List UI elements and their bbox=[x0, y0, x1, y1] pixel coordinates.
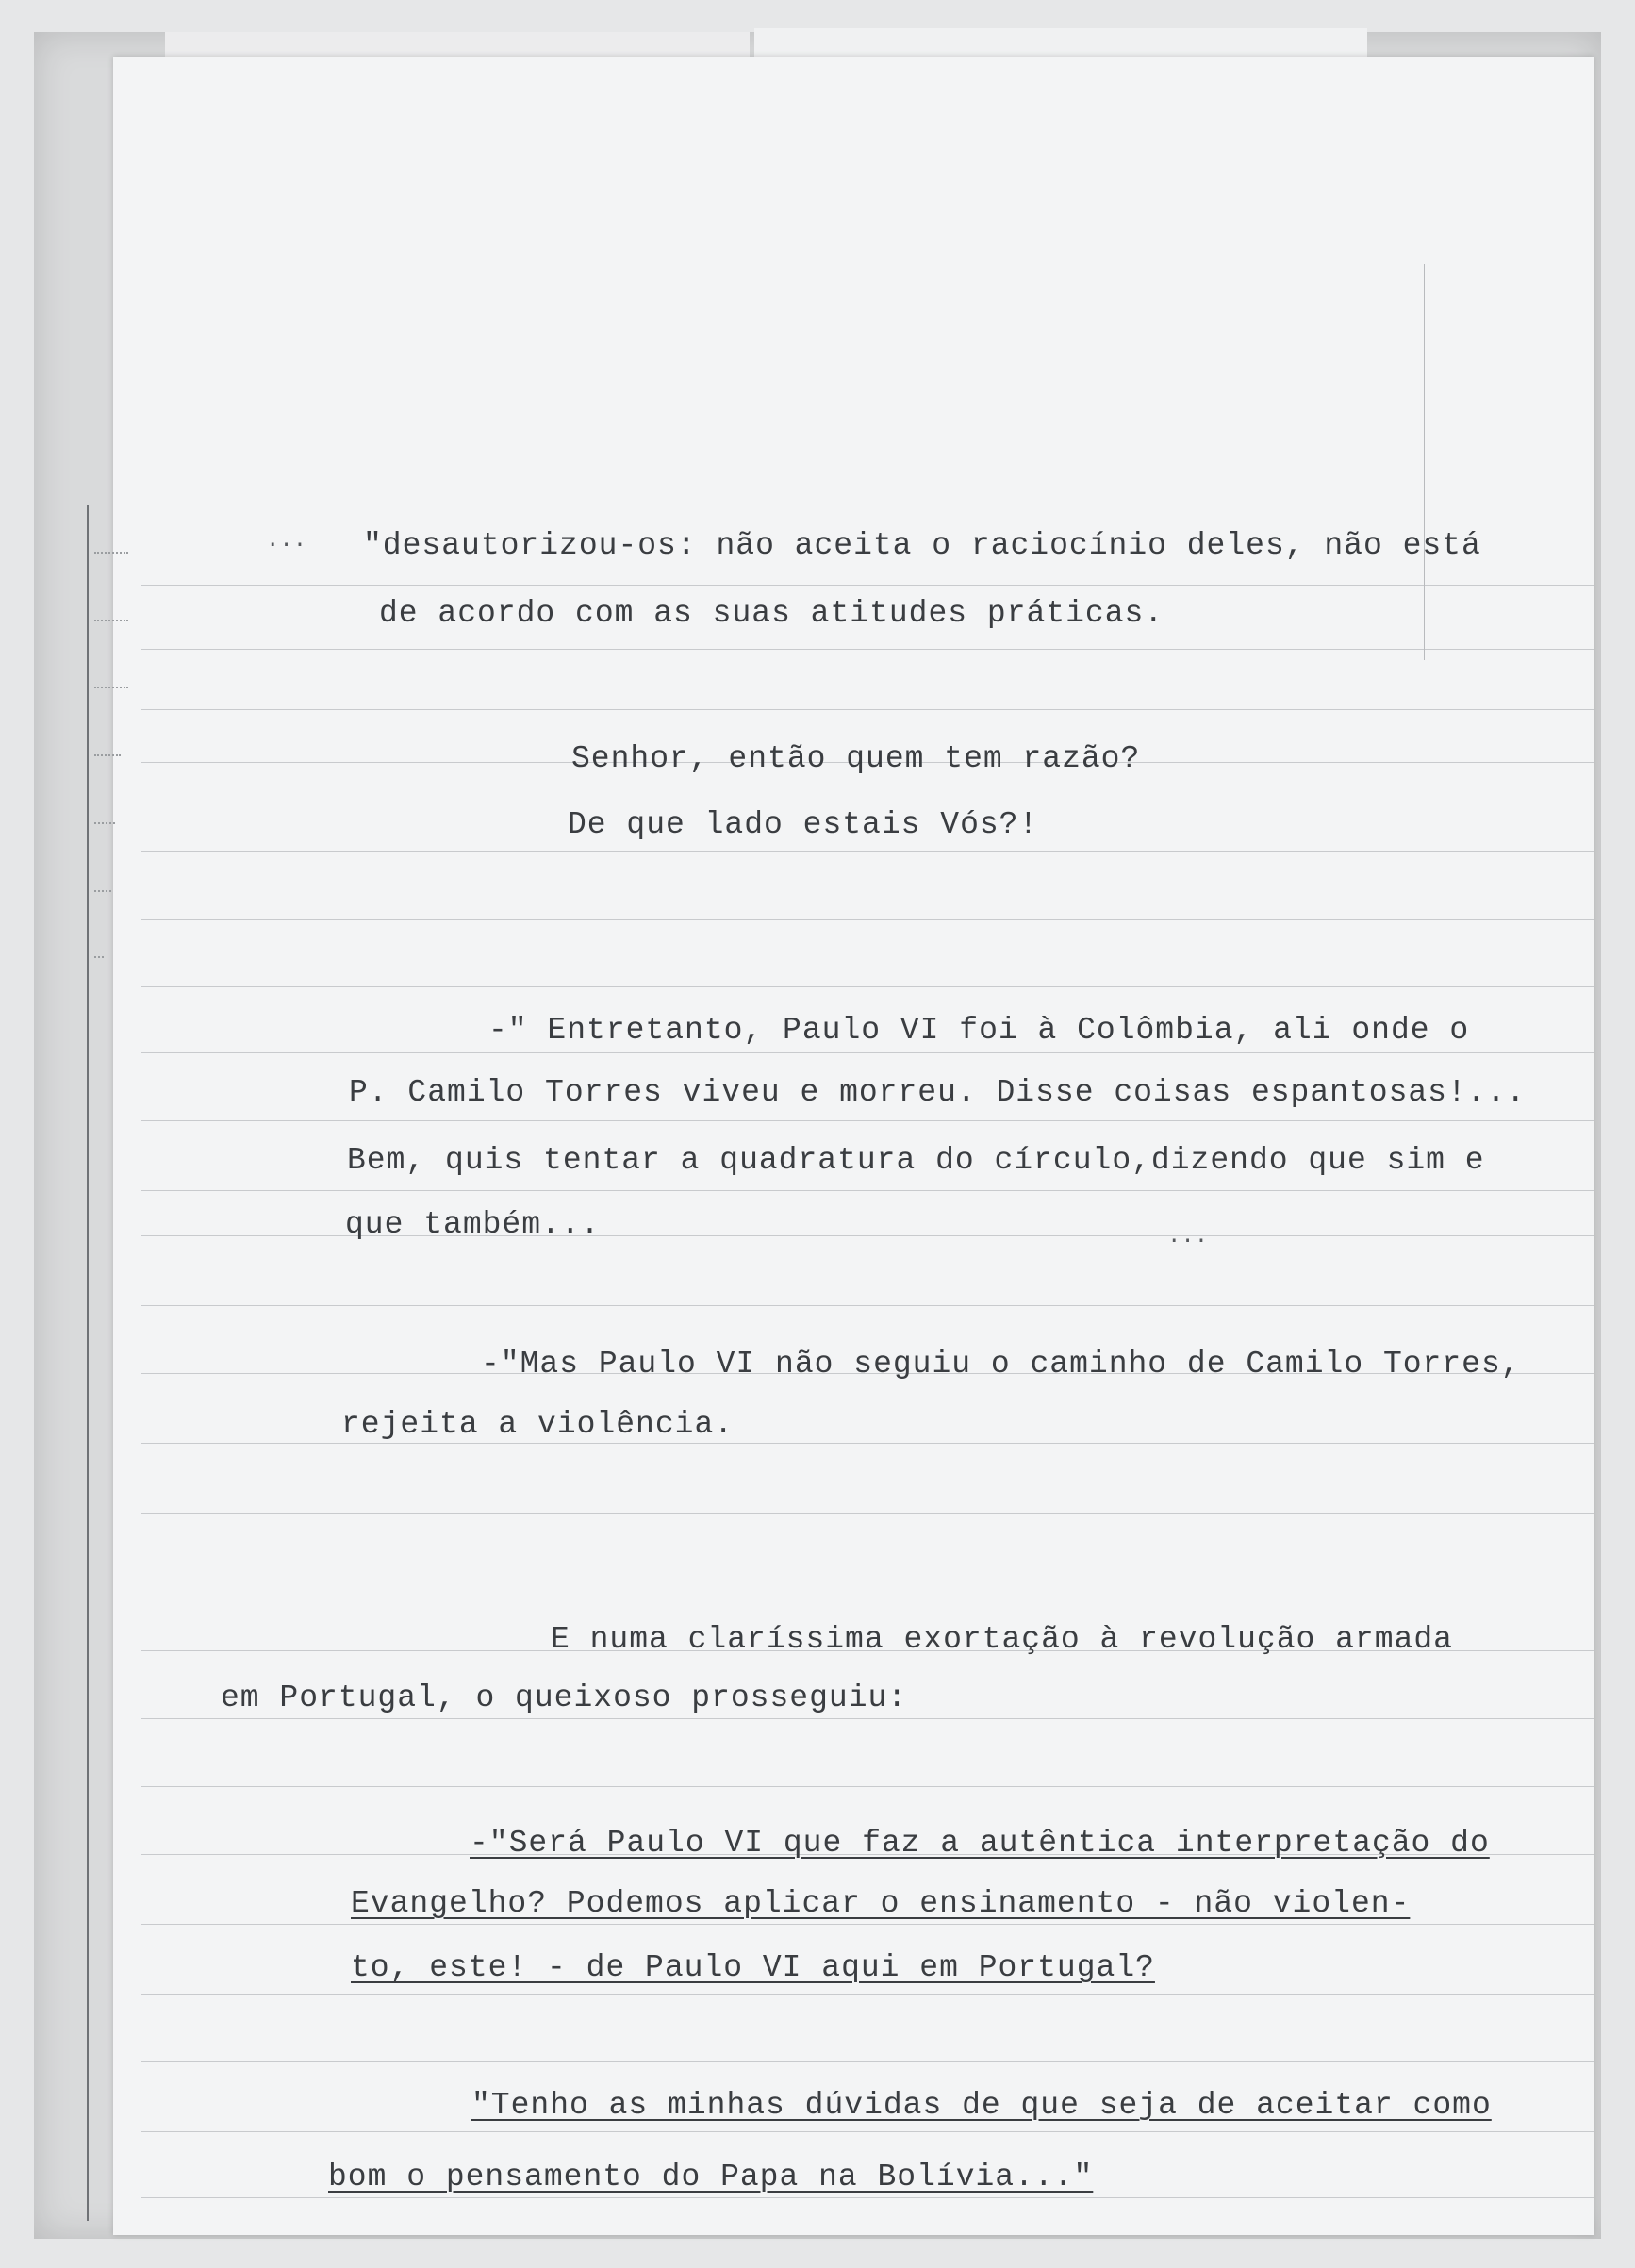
ruled-line bbox=[141, 986, 1594, 987]
ruled-line bbox=[141, 1120, 1594, 1121]
text-line: De que lado estais Vós?! bbox=[568, 807, 1039, 842]
ruled-line bbox=[141, 1190, 1594, 1191]
margin-tick bbox=[94, 890, 111, 893]
underlined-text-line: -"Será Paulo VI que faz a autêntica interpretação do bbox=[470, 1826, 1490, 1861]
underlined-text-line: Evangelho? Podemos aplicar o ensinamento - não violen- bbox=[351, 1886, 1411, 1921]
ruled-line bbox=[141, 1305, 1594, 1306]
ruled-line bbox=[141, 649, 1594, 650]
margin-tick bbox=[94, 754, 121, 757]
ruled-line bbox=[141, 1443, 1594, 1444]
faint-vertical-rule bbox=[1424, 264, 1425, 660]
text-line: -" Entretanto, Paulo VI foi à Colômbia, ali onde o bbox=[488, 1013, 1470, 1048]
text-line: E numa claríssima exortação à revolução armada bbox=[551, 1622, 1453, 1657]
text-line: Senhor, então quem tem razão? bbox=[571, 741, 1141, 776]
ruled-line bbox=[141, 585, 1594, 586]
margin-tick bbox=[94, 552, 128, 555]
margin-tick bbox=[94, 956, 104, 959]
ruled-line bbox=[141, 1924, 1594, 1925]
ruled-line bbox=[141, 1513, 1594, 1514]
margin-tick bbox=[94, 822, 115, 825]
underlined-text-line: bom o pensamento do Papa na Bolívia..." bbox=[328, 2160, 1094, 2194]
text-line: que também... bbox=[345, 1207, 601, 1242]
text-line: Bem, quis tentar a quadratura do círculo,dizendo que sim e bbox=[347, 1143, 1485, 1178]
ruled-line bbox=[141, 1994, 1594, 1995]
text-line: rejeita a violência. bbox=[341, 1407, 735, 1442]
ruled-line bbox=[141, 2197, 1594, 2198]
underlined-text-line: to, este! - de Paulo VI aqui em Portugal? bbox=[351, 1950, 1155, 1985]
ruled-line bbox=[141, 2131, 1594, 2132]
ruled-line bbox=[141, 1786, 1594, 1787]
ruled-line bbox=[141, 1718, 1594, 1719]
ruled-line bbox=[141, 1052, 1594, 1053]
margin-tick bbox=[94, 620, 128, 622]
text-line: de acordo com as suas atitudes práticas. bbox=[379, 596, 1164, 631]
ruled-line bbox=[141, 851, 1594, 852]
leading-ellipsis: ... bbox=[266, 528, 307, 554]
sheet-top-edge-right bbox=[754, 28, 1367, 57]
ruled-line bbox=[141, 2061, 1594, 2062]
text-line: P. Camilo Torres viveu e morreu. Disse coisas espantosas!... bbox=[349, 1075, 1527, 1110]
trailing-ellipsis: ... bbox=[1167, 1224, 1209, 1250]
text-line: em Portugal, o queixoso prosseguiu: bbox=[221, 1680, 908, 1715]
ruled-line bbox=[141, 709, 1594, 710]
left-margin-bar bbox=[87, 505, 89, 2221]
margin-tick bbox=[94, 687, 128, 689]
text-line: -"Mas Paulo VI não seguiu o caminho de Camilo Torres, bbox=[481, 1347, 1521, 1382]
underlined-text-line: "Tenho as minhas dúvidas de que seja de aceitar como bbox=[471, 2088, 1492, 2123]
ruled-line bbox=[141, 919, 1594, 920]
text-line: "desautorizou-os: não aceita o raciocínio deles, não está bbox=[363, 528, 1481, 563]
